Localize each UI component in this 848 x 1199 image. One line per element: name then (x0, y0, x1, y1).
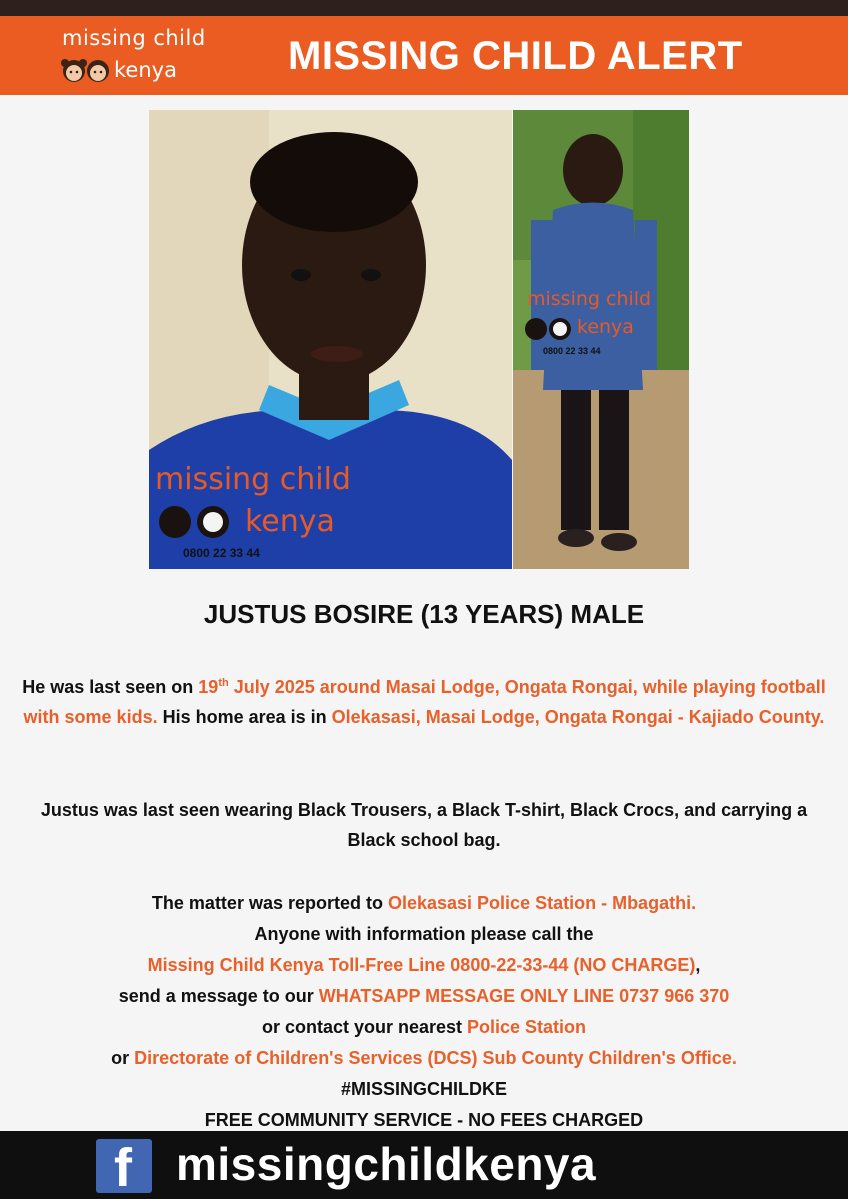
whatsapp-intro: send a message to our (118, 986, 319, 1006)
top-strip (0, 0, 848, 16)
footer-bar (0, 1131, 848, 1199)
logo-text-line2: kenya (114, 58, 177, 82)
child-portrait-photo (149, 110, 512, 569)
whatsapp-line (20, 981, 828, 1012)
hashtag: #MISSINGCHILDKE (340, 1079, 508, 1099)
watermark-faces-icon-right (523, 316, 573, 342)
alert-title: MISSING CHILD ALERT (288, 34, 743, 78)
anyone-line: Anyone with information please call the (254, 924, 594, 944)
dcs-line (20, 1043, 828, 1074)
reported-line (20, 888, 828, 919)
child-name-heading: JUSTUS BOSIRE (13 YEARS) MALE (203, 599, 645, 629)
whatsapp-number: WHATSAPP MESSAGE ONLY LINE 0737 966 370 (318, 986, 730, 1006)
facebook-icon[interactable] (96, 1139, 152, 1193)
tollfree-number: Missing Child Kenya Toll-Free Line 0800-22-33-44 (NO CHARGE) (147, 955, 696, 975)
last-seen-date-day: 19 (198, 677, 219, 697)
police-station-name: Olekasasi Police Station - Mbagathi. (387, 893, 697, 913)
missing-child-kenya-logo (58, 24, 208, 88)
logo-text-line1: missing child (62, 26, 206, 50)
last-seen-intro: He was last seen on (22, 677, 199, 697)
children-faces-icon (60, 56, 112, 84)
watermark-line2-right: kenya (577, 316, 634, 338)
facebook-letter: f (114, 1139, 132, 1193)
last-seen-paragraph (20, 672, 828, 732)
last-seen-details: July 2025 around Masai Lodge, Ongata Rongai, while playing football with some kids. (23, 677, 826, 727)
clothing-description: Justus was last seen wearing Black Trousers, a Black T-shirt, Black Crocs, and carrying a Black school bag. (40, 800, 808, 850)
dcs-office: Directorate of Children's Services (DCS) Sub County Children's Office. (134, 1048, 737, 1068)
home-area: Olekasasi, Masai Lodge, Ongata Rongai - Kajiado County. (331, 707, 825, 727)
police-line (20, 1012, 828, 1043)
watermark-phone: 0800 22 33 44 (183, 546, 260, 560)
child-fullbody-photo (513, 110, 689, 569)
watermark-faces-icon (155, 502, 235, 542)
police-station-text: Police Station (467, 1017, 587, 1037)
tollfree-comma: , (695, 955, 701, 975)
last-seen-date-suffix: th (218, 677, 229, 689)
contact-paragraph (20, 888, 828, 1136)
watermark-phone-right: 0800 22 33 44 (543, 346, 601, 356)
facebook-handle[interactable]: missingchildkenya (176, 1138, 597, 1190)
watermark-line1: missing child (155, 462, 351, 497)
header-banner (0, 16, 848, 95)
tollfree-line (20, 950, 828, 981)
watermark-line1-right: missing child (527, 288, 652, 310)
watermark-line2: kenya (245, 504, 335, 539)
portrait-illustration (149, 110, 512, 569)
home-area-intro: His home area is in (157, 707, 332, 727)
free-service-note: FREE COMMUNITY SERVICE - NO FEES CHARGED (204, 1110, 644, 1130)
dcs-intro: or (111, 1048, 135, 1068)
reported-intro: The matter was reported to (151, 893, 388, 913)
police-intro: or contact your nearest (261, 1017, 468, 1037)
